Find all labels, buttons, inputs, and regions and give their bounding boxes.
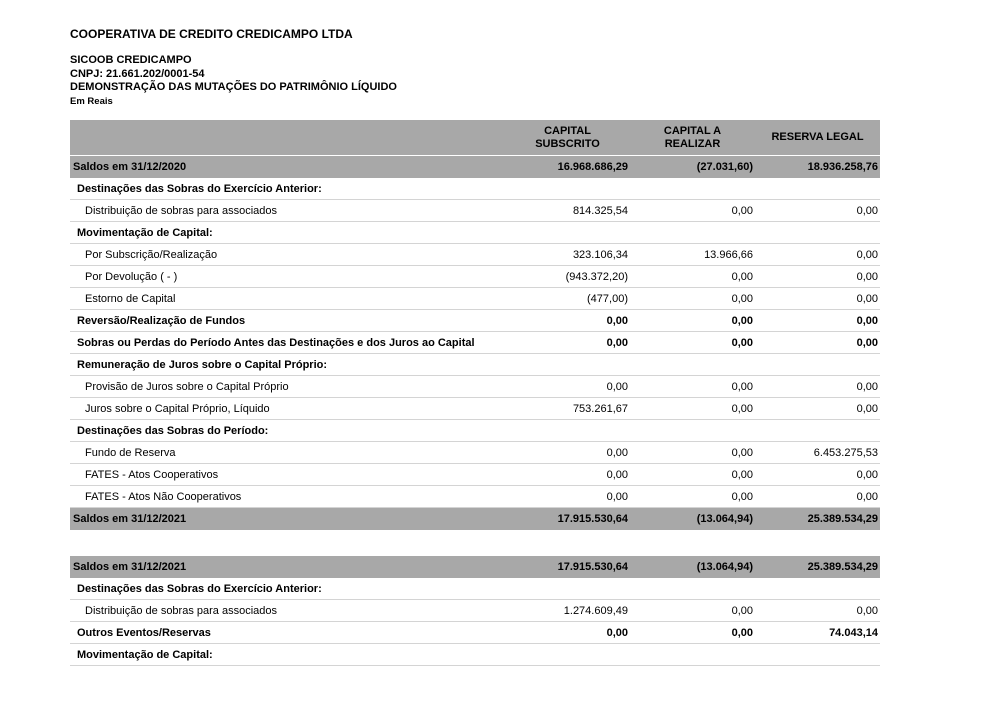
table-row [70,644,880,666]
row-value: 0,00 [731,446,753,459]
table-row [70,222,880,244]
row-value: 0,00 [731,402,753,415]
table-header-spacer [70,120,505,155]
row-value: 25.389.534,29 [807,513,878,525]
table-section-2022 [70,556,880,666]
statement-title: DEMONSTRAÇÃO DAS MUTAÇÕES DO PATRIMÔNIO LÍQUIDO [70,81,397,93]
row-value: 1.274.609,49 [563,604,628,617]
table-row [70,376,880,398]
row-value: 0,00 [606,314,628,327]
row-label: Por Devolução ( - ) [85,270,178,283]
table-row [70,332,880,354]
row-label: Movimentação de Capital: [77,648,213,661]
row-label: Sobras ou Perdas do Período Antes das Destinações e dos Juros ao Capital [77,336,475,349]
row-label: FATES - Atos Não Cooperativos [85,490,242,503]
row-value: 323.106,34 [572,248,628,261]
row-value: 17.915.530,64 [557,513,628,525]
row-value: 0,00 [731,604,753,617]
table-row [70,200,880,222]
table-header-row [70,120,880,156]
table-row [70,420,880,442]
company-name: COOPERATIVA DE CREDITO CREDICAMPO LTDA [70,27,353,41]
row-value: 18.936.258,76 [807,161,878,173]
table-section-gap [70,530,880,556]
row-value: 0,00 [606,380,628,393]
row-value: 0,00 [731,336,753,349]
row-value: 0,00 [731,380,753,393]
row-value: 74.043,14 [829,626,878,639]
table-row [70,354,880,376]
table-row [70,288,880,310]
table-row [70,266,880,288]
row-value: 0,00 [856,292,878,305]
row-value: 753.261,67 [572,402,628,415]
row-label: Saldos em 31/12/2021 [73,561,187,573]
row-value: 0,00 [731,468,753,481]
row-value: 814.325,54 [572,204,628,217]
table-row [70,486,880,508]
row-value: 0,00 [856,248,878,261]
table-row [70,464,880,486]
row-value: 16.968.686,29 [557,161,628,173]
entity-name: SICOOB CREDICAMPO [70,54,192,66]
row-value: 0,00 [856,490,878,503]
table-row [70,244,880,266]
table-row [70,622,880,644]
row-value: 0,00 [731,270,753,283]
row-value: 0,00 [606,490,628,503]
row-value: (27.031,60) [696,161,753,173]
row-value: (13.064,94) [696,561,753,573]
column-header: RESERVA LEGAL [771,131,864,144]
column-header: CAPITAL SUBSCRITO [535,125,600,150]
table-row [70,600,880,622]
row-label: Outros Eventos/Reservas [77,626,211,639]
row-value: 6.453.275,53 [813,446,878,459]
row-label: Juros sobre o Capital Próprio, Líquido [85,402,270,415]
row-label: Fundo de Reserva [85,446,176,459]
row-value: 17.915.530,64 [557,561,628,573]
table-row [70,578,880,600]
row-label: Saldos em 31/12/2021 [73,513,187,525]
row-label: Movimentação de Capital: [77,226,213,239]
row-label: Destinações das Sobras do Exercício Anterior: [77,582,322,595]
table-row [70,178,880,200]
row-value: 0,00 [856,468,878,481]
row-label: Destinações das Sobras do Período: [77,424,269,437]
currency-note: Em Reais [70,95,113,107]
column-header: CAPITAL A REALIZAR [663,125,722,150]
table-row [70,310,880,332]
table-row [70,398,880,420]
row-value: 0,00 [856,270,878,283]
row-value: 0,00 [731,292,753,305]
table-row [70,556,880,578]
row-label: Distribuição de sobras para associados [85,204,277,217]
row-value: 0,00 [606,446,628,459]
row-label: Provisão de Juros sobre o Capital Próprio [85,380,289,393]
row-value: 0,00 [731,314,753,327]
row-value: 0,00 [606,468,628,481]
row-value: 0,00 [856,402,878,415]
row-label: Saldos em 31/12/2020 [73,161,187,173]
row-value: 0,00 [606,336,628,349]
row-value: 25.389.534,29 [807,561,878,573]
row-value: (13.064,94) [696,513,753,525]
mutations-table [70,120,880,666]
row-label: FATES - Atos Cooperativos [85,468,219,481]
row-label: Por Subscrição/Realização [85,248,218,261]
row-value: (477,00) [587,292,628,305]
table-row [70,508,880,530]
table-row [70,156,880,178]
table-section-2021 [70,156,880,530]
row-label: Remuneração de Juros sobre o Capital Próprio: [77,358,328,371]
row-value: 0,00 [731,490,753,503]
row-value: (943.372,20) [565,270,628,283]
document-header [70,27,397,108]
row-value: 0,00 [606,626,628,639]
row-label: Reversão/Realização de Fundos [77,314,246,327]
row-label: Distribuição de sobras para associados [85,604,277,617]
row-value: 0,00 [856,314,878,327]
row-value: 13.966,66 [704,248,753,261]
row-value: 0,00 [856,380,878,393]
row-value: 0,00 [731,626,753,639]
row-value: 0,00 [856,204,878,217]
row-label: Estorno de Capital [85,292,176,305]
row-value: 0,00 [856,604,878,617]
table-row [70,442,880,464]
row-label: Destinações das Sobras do Exercício Anterior: [77,182,322,195]
cnpj: CNPJ: 21.661.202/0001-54 [70,67,205,80]
row-value: 0,00 [731,204,753,217]
row-value: 0,00 [856,336,878,349]
